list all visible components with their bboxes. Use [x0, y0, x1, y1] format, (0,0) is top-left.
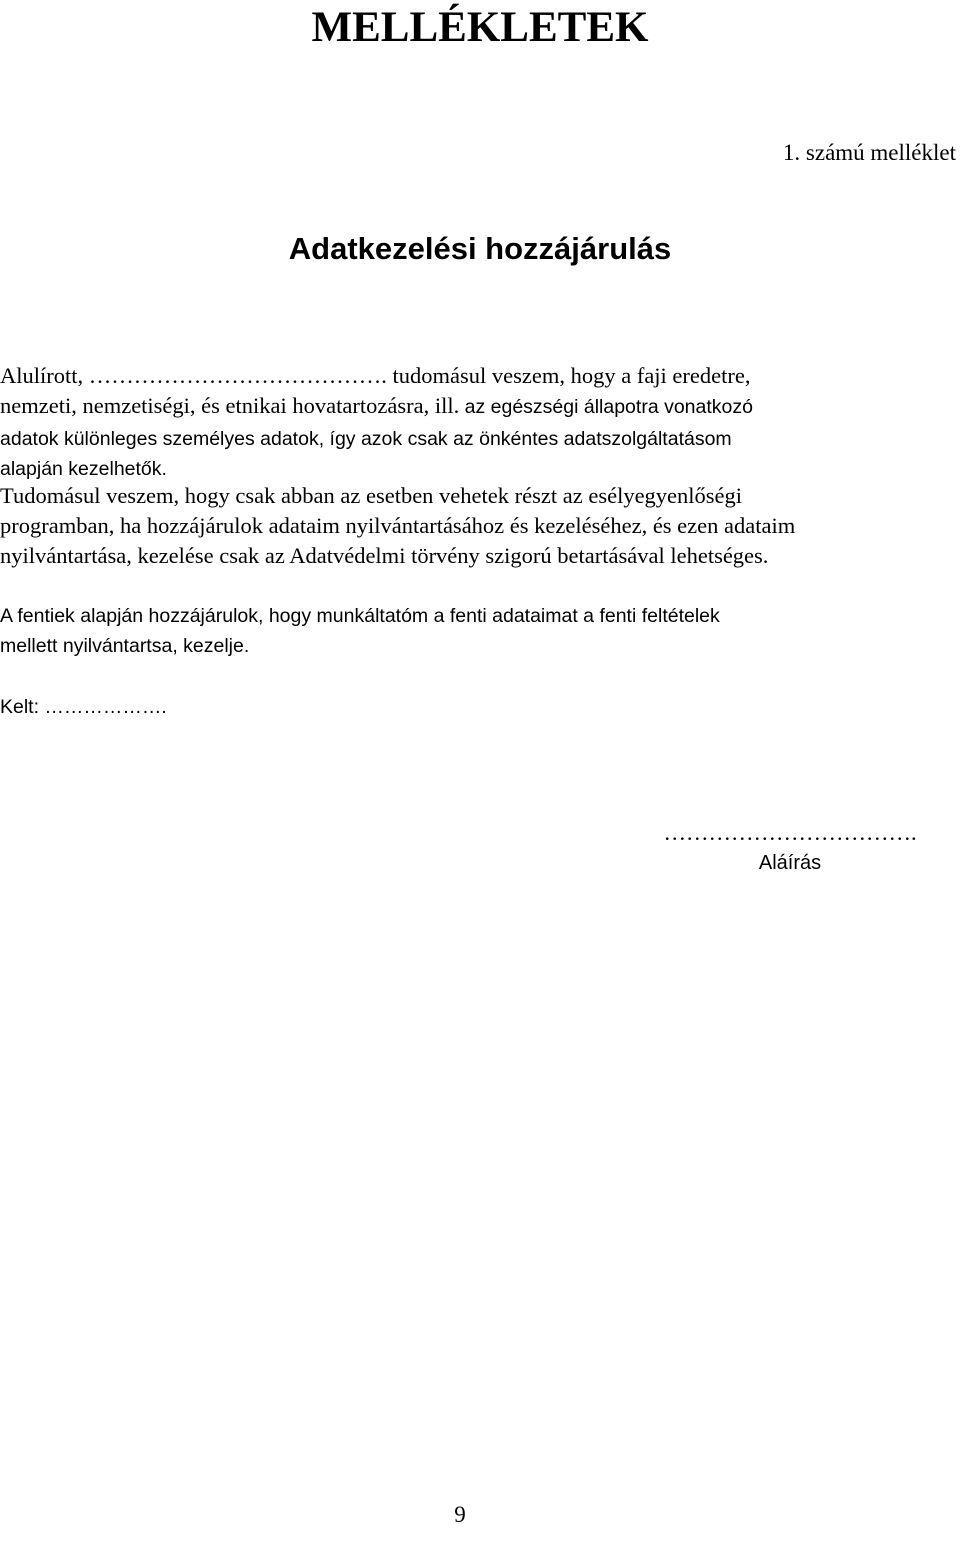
paragraph-1-line-1: Alulírott, …………………………………. tudomásul veszem, hogy a faji eredetre,	[0, 363, 751, 388]
paragraph-3-line-1: A fentiek alapján hozzájárulok, hogy munkáltatóm a fenti adataimat a fenti feltételek	[0, 605, 720, 627]
date-line	[0, 692, 945, 722]
paragraph-3-line-2: mellett nyilvántartsa, kezelje.	[0, 635, 250, 657]
paragraph-1-line-2-cont: az egészségi állapotra vonatkozó	[459, 396, 753, 418]
paragraph-2-line-2: programban, ha hozzájárulok adataim nyilvántartásához és kezeléséhez, és ezen adataim	[0, 513, 796, 538]
consent-paragraph-2	[0, 481, 945, 571]
annex-label: 1. számú melléklet	[782, 140, 956, 165]
paragraph-2-line-3: nyilvántartása, kezelése csak az Adatvédelmi törvény szigorú betartásával lehetséges.	[0, 543, 769, 568]
paragraph-1-line-4: alapján kezelhetők.	[0, 458, 167, 480]
signature-label: Aláírás	[758, 852, 822, 874]
document-heading: Adatkezelési hozzájárulás	[288, 231, 672, 266]
consent-paragraph-3	[0, 601, 945, 661]
paragraph-1-line-3: adatok különleges személyes adatok, így azok csak az önkéntes adatszolgáltatásom	[0, 428, 732, 450]
paragraph-1-line-2: nemzeti, nemzetiségi, és etnikai hovatartozásra, ill.	[0, 393, 460, 418]
paragraph-2-line-1: Tudomásul veszem, hogy csak abban az esetben vehetek részt az esélyegyenlőségi	[0, 483, 743, 508]
signature-dots: …………………………….	[663, 820, 917, 845]
signature-block	[620, 818, 960, 878]
date-line-text: Kelt: ……………….	[0, 696, 167, 718]
page-title: MELLÉKLETEK	[311, 4, 649, 51]
consent-paragraph-1	[0, 361, 945, 484]
page-number: 9	[454, 1502, 466, 1527]
paragraph-1-line-2-wrap	[0, 391, 945, 424]
